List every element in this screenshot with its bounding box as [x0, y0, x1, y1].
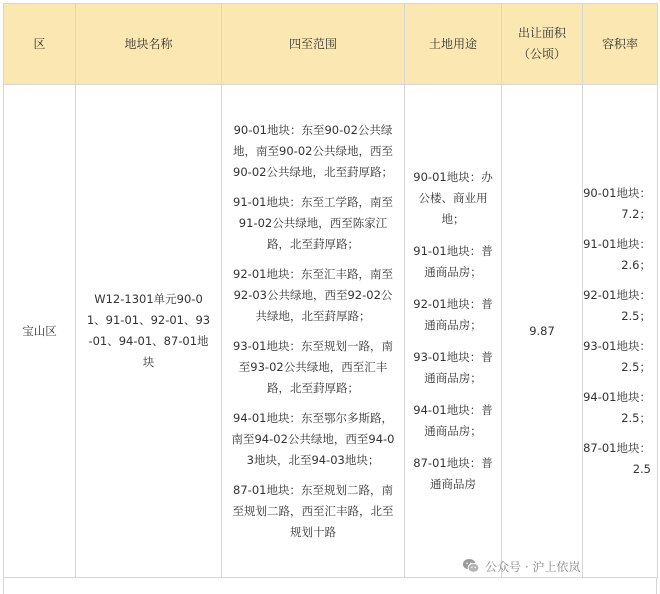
- watermark: [462, 557, 580, 575]
- boundary-item: 94-01地块：东至鄂尔多斯路，南至94-02公共绿地，西至94-03地块，北至94-03地块；: [231, 410, 395, 467]
- boundary-item: 87-01地块：东至规划二路，南至规划二路，西至汇丰路，北至规划十路: [232, 482, 394, 539]
- boundary-item: 91-01地块：东至工学路，南至91-02公共绿地，西至陈家江路，北至葑厚路；: [233, 194, 393, 251]
- header-district: 区: [4, 4, 76, 85]
- land-use-item: 87-01地块：普通商品房: [413, 456, 493, 491]
- header-land-use: 土地用途: [405, 4, 502, 85]
- parcel-name-cell: [76, 85, 222, 578]
- land-use-cell: [405, 85, 502, 578]
- boundary-item: 90-01地块：东至90-02公共绿地，南至90-02公共绿地，西至90-02公共绿地，北至葑厚路；: [233, 122, 393, 179]
- boundaries-cell: [222, 85, 405, 578]
- boundary-item: 93-01地块：东至规划一路，南至93-02公共绿地，西至汇丰路，北至葑厚路；: [233, 338, 393, 395]
- land-use-item: 91-01地块：普通商品房；: [413, 244, 493, 279]
- parcel-name-text: W12-1301单元90-01、91-01、92-01、93-01、94-01、87-01地块: [86, 292, 211, 369]
- header-far: 容积率: [583, 4, 658, 85]
- table-continuation: [3, 578, 657, 594]
- land-use-item: 94-01地块：普通商品房；: [413, 403, 493, 438]
- far-item: 90-01地块：7.2；: [583, 185, 651, 221]
- land-use-item: 93-01地块：普通商品房；: [413, 350, 493, 385]
- land-use-item: 92-01地块：普通商品房；: [413, 297, 493, 332]
- header-parcel-name: 地块名称: [76, 4, 222, 85]
- wechat-icon: [462, 557, 480, 575]
- district-cell: 宝山区: [4, 85, 76, 578]
- far-item: 87-01地块：2.5: [583, 440, 651, 476]
- far-item: 94-01地块：2.5；: [583, 389, 651, 425]
- far-item: 91-01地块：2.6；: [583, 236, 651, 272]
- far-item: 92-01地块：2.5；: [583, 287, 651, 323]
- header-boundaries: 四至范围: [222, 4, 405, 85]
- land-use-item: 90-01地块：办公楼、商业用地；: [413, 170, 493, 226]
- far-item: 93-01地块：2.5；: [583, 338, 651, 374]
- land-parcel-table: [3, 3, 658, 578]
- header-row: [4, 4, 658, 85]
- watermark-text: 公众号 · 沪上依岚: [485, 559, 581, 574]
- table-row: [4, 85, 658, 578]
- header-area: 出让面积（公顷）: [502, 4, 583, 85]
- boundary-item: 92-01地块：东至汇丰路，南至92-03公共绿地，西至92-02公共绿地，北至葑厚路；: [233, 266, 393, 323]
- far-cell: [583, 85, 658, 578]
- area-cell: 9.87: [502, 85, 583, 578]
